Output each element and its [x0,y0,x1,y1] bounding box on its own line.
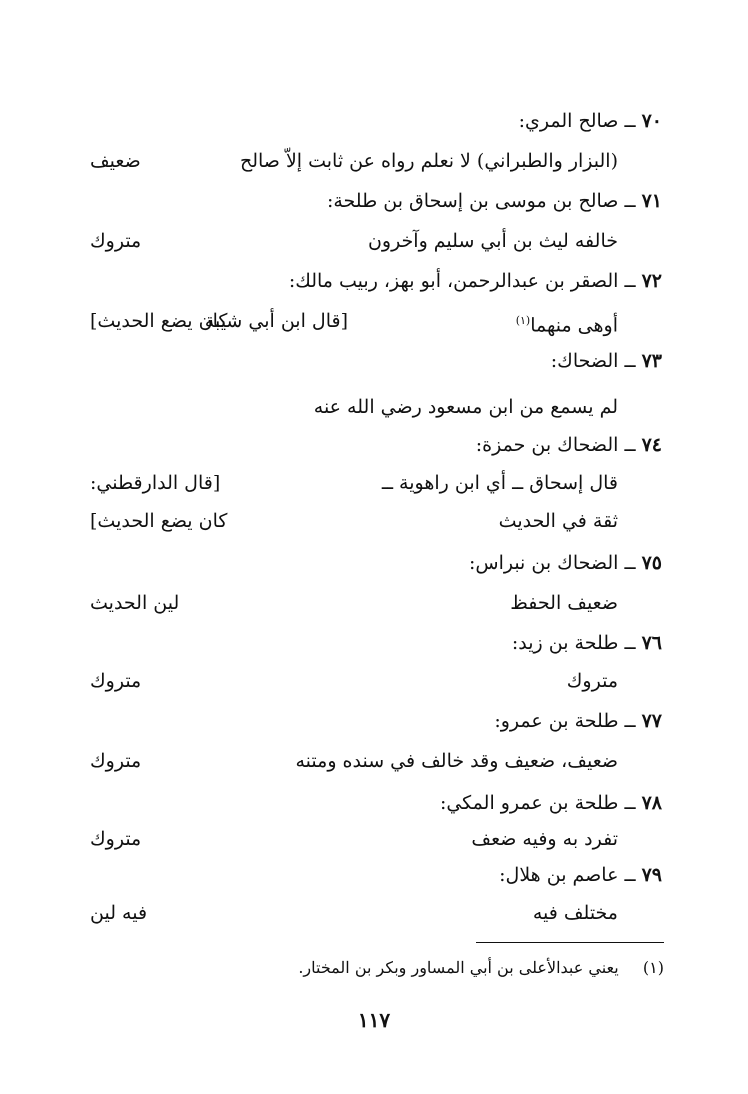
entry-74-comment-2: ثقة في الحديث [498,510,618,532]
entry-number: ٧٩ [641,864,662,886]
footnote [104,957,664,979]
entry-78-grade: متروك [90,828,142,850]
footnote-marker[interactable]: (١) [515,314,531,327]
narrator-name: عاصم بن هلال: [499,864,619,886]
entry-number: ٧١ [641,190,662,212]
entry-72-quote-source: [قال ابن أبي شيبة [204,310,348,332]
entry-70-grade: ضعيف [90,150,141,172]
entry-number: ٧٣ [641,350,662,372]
entry-number: ٧٠ [641,110,662,132]
entry-76-grade: متروك [90,670,142,692]
page-number: ١١٧ [357,1008,391,1032]
entry-75-heading: ٧٥ــالضحاك بن نبراس: [468,552,662,574]
entry-74-comment-1: قال إسحاق ــ أي ابن راهوية ــ [381,472,618,494]
footnote-divider [476,942,664,943]
entry-79-heading: ٧٩ــعاصم بن هلال: [499,864,662,886]
narrator-name: طلحة بن عمرو المكي: [439,792,619,814]
narrator-name: طلحة بن زيد: [511,632,619,654]
entry-72-grade: كان يضع الحديث] [90,310,228,332]
entry-72-comment: أوهى منهما$^{(١)}$ [515,314,618,337]
entry-75-comment: ضعيف الحفظ [510,592,618,614]
entry-number: ٧٧ [641,710,662,732]
entry-76-heading: ٧٦ــطلحة بن زيد: [511,632,662,654]
entry-70-comment: (البزار والطبراني) لا نعلم رواه عن ثابت إلاّ صالح [239,150,618,172]
entry-77-grade: متروك [90,750,142,772]
entry-71-comment: خالفه ليث بن أبي سليم وآخرون [367,230,618,252]
entry-79-grade: فيه لين [90,902,148,924]
entry-78-heading: ٧٨ــطلحة بن عمرو المكي: [439,792,662,814]
entry-78-comment: تفرد به وفيه ضعف [471,828,618,850]
footnote-mark: (١) [642,958,664,977]
entry-71-grade: متروك [90,230,142,252]
entry-79-comment: مختلف فيه [532,902,618,924]
entry-number: ٧٦ [641,632,662,654]
entry-76-comment: متروك [566,670,618,692]
entry-70-heading: ٧٠ــصالح المري: [518,110,662,132]
entry-72-heading: ٧٢ــالصقر بن عبدالرحمن، أبو بهز، ربيب مالك: [288,270,662,292]
entry-77-heading: ٧٧ــطلحة بن عمرو: [494,710,662,732]
narrator-name: الضحاك بن نبراس: [468,552,619,574]
entry-74-heading: ٧٤ــالضحاك بن حمزة: [475,434,662,456]
narrator-name: الضحاك بن حمزة: [475,434,619,456]
entry-number: ٧٢ [641,270,662,292]
entry-77-comment: ضعيف، ضعيف وقد خالف في سنده ومتنه [295,750,618,772]
entry-73-heading: ٧٣ــالضحاك: [550,350,662,372]
entry-73-comment: لم يسمع من ابن مسعود رضي الله عنه [313,396,618,418]
entry-74-grade-2: كان يضع الحديث] [90,510,228,532]
entry-75-grade: لين الحديث [90,592,180,614]
footnote-text: يعني عبدالأعلى بن أبي المساور وبكر بن المختار. [298,958,619,977]
entry-71-heading: ٧١ــصالح بن موسى بن إسحاق بن طلحة: [326,190,662,212]
entry-number: ٧٤ [641,434,662,456]
narrator-name: الضحاك: [550,350,619,372]
narrator-name: صالح المري: [518,110,619,132]
entry-number: ٧٥ [641,552,662,574]
narrator-name: الصقر بن عبدالرحمن، أبو بهز، ربيب مالك: [288,270,619,292]
narrator-name: طلحة بن عمرو: [494,710,619,732]
entry-74-grade-1: [قال الدارقطني: [90,472,221,494]
narrator-name: صالح بن موسى بن إسحاق بن طلحة: [326,190,619,212]
entry-number: ٧٨ [641,792,662,814]
